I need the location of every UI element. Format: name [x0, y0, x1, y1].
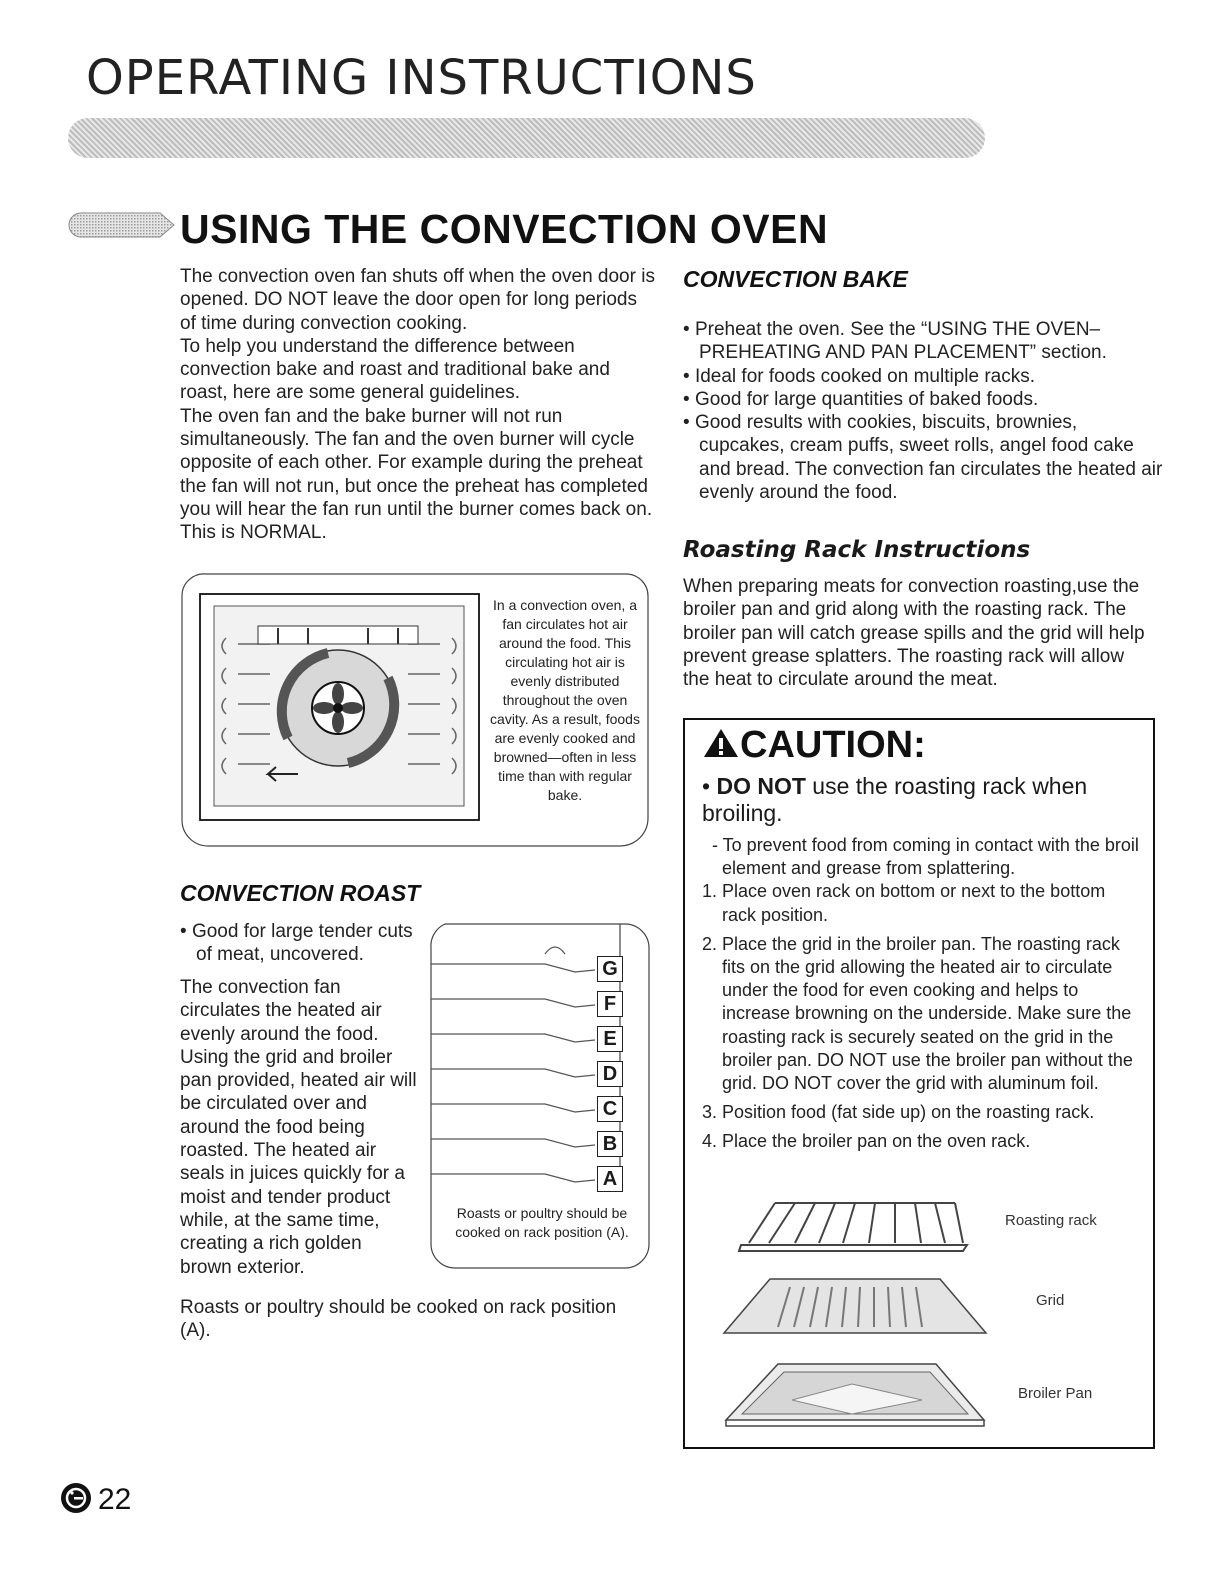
convection-bake-heading: CONVECTION BAKE — [683, 266, 908, 292]
list-item: 2. Place the grid in the broiler pan. The roasting rack fits on the grid allowing the heated air to circulate under the food for even cooking and helps to increase browning on the underside. Make sure the roasting rack is securely seated on the grid in the broiler pan. DO NOT use the broiler pan without the grid. DO NOT cover the grid with aluminum foil. — [702, 933, 1133, 1094]
list-item: 1. Place oven rack on bottom or next to the bottom rack position. — [702, 881, 1106, 925]
rack-position-label: E — [597, 1026, 623, 1052]
list-item: 3. Position food (fat side up) on the roasting rack. — [702, 1102, 1095, 1123]
rack-position-label: C — [597, 1096, 623, 1122]
grid-label: Grid — [1036, 1292, 1065, 1309]
section-marker-icon — [68, 212, 176, 238]
roasting-rack-illustration — [735, 1195, 975, 1255]
rack-position-label: F — [597, 991, 623, 1017]
rack-position-label: A — [597, 1166, 623, 1192]
convection-roast-heading: CONVECTION ROAST — [180, 880, 421, 906]
header-divider-bar — [68, 118, 985, 158]
convection-roast-footer: Roasts or poultry should be cooked on rack position (A). — [180, 1297, 617, 1342]
lg-logo-icon — [60, 1482, 92, 1514]
caution-title: CAUTION: — [702, 724, 926, 767]
broiler-pan-label: Broiler Pan — [1018, 1385, 1093, 1402]
list-item: 4. Place the broiler pan on the oven rack. — [702, 1131, 1031, 1152]
fan-diagram-caption: In a convection oven, a fan circulates hot air around the food. This circulating hot air is evenly distributed throughout the oven cavity. As a result, foods are evenly cooked and browned—often in less time than with regular bake. — [490, 597, 640, 803]
broiler-pan-illustration — [722, 1360, 988, 1430]
rack-diagram-caption: Roasts or poultry should be cooked on rack position (A). — [455, 1205, 629, 1240]
rack-position-diagram — [425, 918, 655, 1274]
rack-position-label: B — [597, 1131, 623, 1157]
list-item: • Ideal for foods cooked on multiple racks. — [683, 365, 1036, 387]
page-number: 22 — [98, 1483, 132, 1516]
convection-roast-body: The convection fan circulates the heated air evenly around the food. Using the grid and broiler pan provided, heated air will be circulated over and around the food being roasted. The heated air seals in juices quickly for a moist and tender product while, at the same time, creating a rich golden brown exterior. — [180, 977, 417, 1278]
roasting-rack-body: When preparing meats for convection roasting,use the broiler pan and grid along with the roasting rack. The broiler pan will catch grease spills and the grid will help prevent grease splatters. The roasting rack will allow the heat to circulate around the meat. — [683, 576, 1145, 691]
intro-paragraph: To help you understand the difference between convection bake and roast and traditional bake and roast, here are some general guidelines. — [180, 335, 610, 404]
list-item: • Good results with cookies, biscuits, brownies, cupcakes, cream puffs, sweet rolls, angel food cake and bread. The convection fan circulates the heated air evenly around the food. — [683, 412, 1163, 504]
roasting-rack-label: Roasting rack — [1005, 1212, 1097, 1229]
rack-position-label: D — [597, 1061, 623, 1087]
intro-paragraph: The oven fan and the bake burner will not run simultaneously. The fan and the oven burner will cycle opposite of each other. For example during the preheat the fan will not run, but once the preheat has completed you will hear the fan run until the burner comes back on. This is NORMAL. — [180, 405, 653, 544]
list-item: • Preheat the oven. See the “USING THE OVEN– PREHEATING AND PAN PLACEMENT” section. — [683, 319, 1107, 364]
rack-position-label: G — [597, 956, 623, 982]
caution-note: - To prevent food from coming in contact with the broil element and grease from splattering. — [712, 835, 1139, 879]
roast-bullet-text: Good for large tender cuts of meat, uncovered. — [191, 921, 413, 966]
caution-lead: • DO NOT use the roasting rack when broiling. — [702, 773, 1088, 826]
grid-illustration — [720, 1275, 990, 1339]
convection-roast-bullet: • Good for large tender cuts of meat, uncovered. — [180, 921, 413, 966]
intro-text — [180, 265, 655, 545]
convection-bake-list — [683, 318, 1163, 504]
warning-icon — [702, 727, 740, 759]
caution-instructions — [702, 834, 1142, 1154]
list-item: • Good for large quantities of baked foods. — [683, 388, 1039, 410]
intro-paragraph: The convection oven fan shuts off when the oven door is opened. DO NOT leave the door open for long periods of time during convection cooking. — [180, 266, 655, 334]
convection-fan-diagram — [178, 568, 654, 850]
page-header-title: OPERATING INSTRUCTIONS — [86, 50, 757, 106]
roasting-rack-heading: Roasting Rack Instructions — [683, 537, 1031, 563]
section-title: USING THE CONVECTION OVEN — [180, 206, 829, 252]
